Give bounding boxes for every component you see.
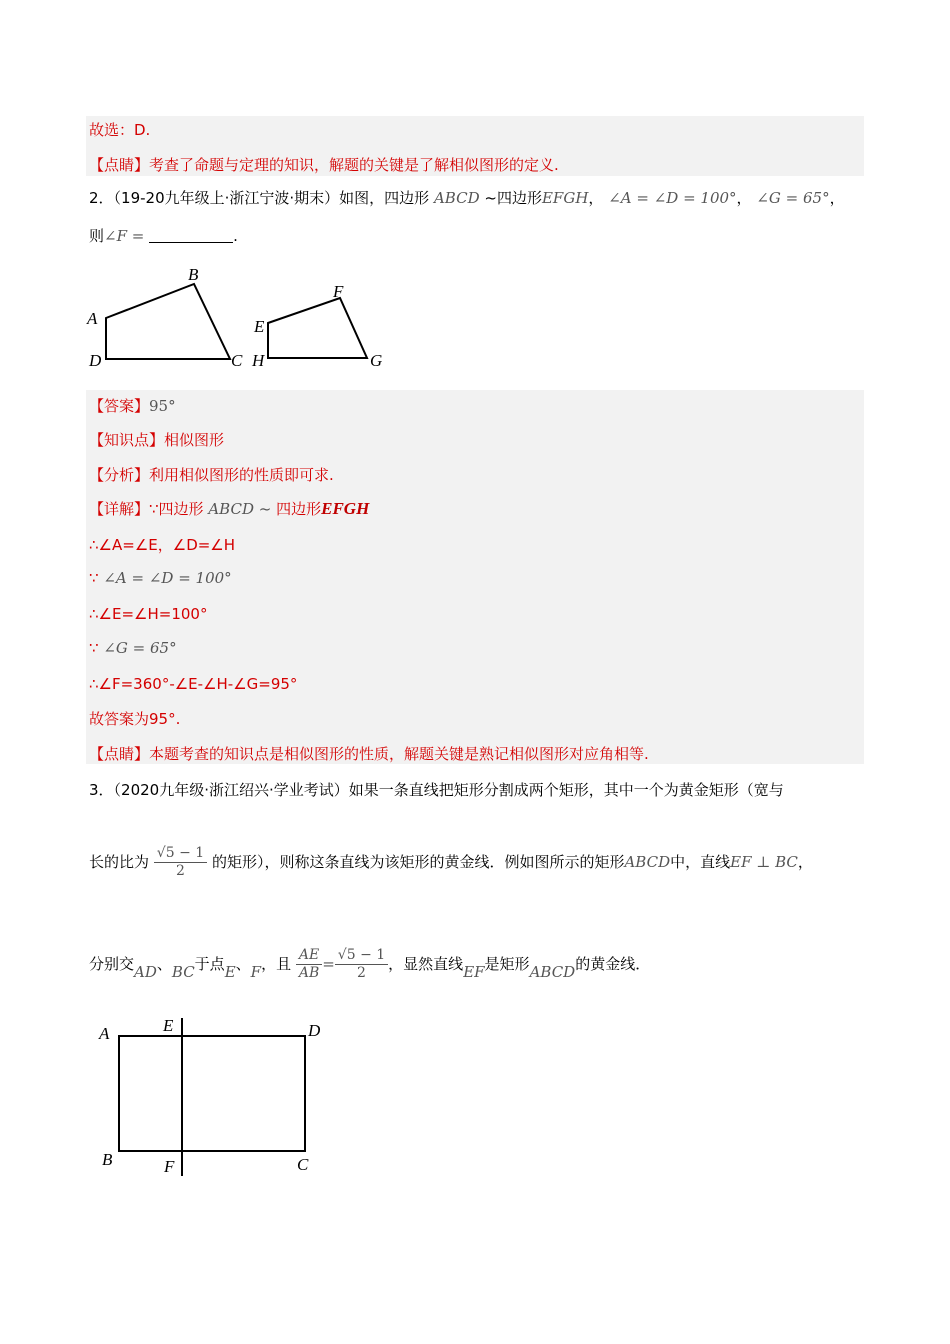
q3-text3-b: 于点 bbox=[194, 955, 225, 973]
step-5-text: ∴∠F=360°-∠E-∠H-∠G=95° bbox=[89, 675, 298, 693]
fraction-denominator: 2 bbox=[176, 863, 185, 879]
detail-sim: ~ bbox=[253, 500, 277, 518]
golden-denominator: 2 bbox=[357, 965, 366, 981]
q3-stem-line-2 bbox=[89, 842, 813, 882]
q3-rect: ABCD bbox=[624, 853, 671, 871]
q2-stem-line-1 bbox=[89, 188, 845, 208]
q2-figure bbox=[80, 262, 400, 377]
golden-ratio-fraction bbox=[154, 845, 207, 880]
answer-blank[interactable] bbox=[149, 228, 233, 243]
comment-text-q2: 本题考查的知识点是相似图形的性质，解题关键是熟记相似图形对应角相等. bbox=[149, 745, 649, 763]
q2-sep1: ， bbox=[588, 189, 604, 207]
q3-source: （2020九年级·浙江绍兴·学业考试） bbox=[113, 781, 349, 799]
comment-tag: 【点睛】 bbox=[89, 156, 150, 174]
answer-tag: 【答案】 bbox=[89, 397, 150, 415]
q2-source: （19-20九年级上·浙江宁波·期末） bbox=[113, 189, 340, 207]
q2-stem-line-2 bbox=[89, 226, 238, 246]
step-5 bbox=[89, 674, 297, 694]
q3-figure bbox=[90, 1010, 340, 1180]
detail-quad2: EFGH bbox=[321, 499, 370, 518]
ratio-denominator: AB bbox=[298, 965, 320, 981]
label-f: F bbox=[333, 282, 344, 301]
q3-text1: 如果一条直线把矩形分割成两个矩形，其中一个为黄金矩形（宽与 bbox=[348, 781, 784, 799]
q3-perp: EF ⊥ BC bbox=[730, 853, 798, 871]
q3-stem-line-1 bbox=[89, 780, 784, 800]
detail-a: ∵四边形 bbox=[149, 500, 204, 518]
detail-quad1: ABCD bbox=[208, 500, 254, 518]
step-3 bbox=[89, 604, 207, 624]
label-d: D bbox=[308, 1021, 321, 1040]
step-1-text: ∴∠A=∠E，∠D=∠H bbox=[89, 536, 236, 554]
analysis-tag: 【分析】 bbox=[89, 466, 150, 484]
label-a: A bbox=[99, 1024, 110, 1043]
choice-text: 故选：D. bbox=[89, 121, 151, 139]
q3-text3-c: ，且 bbox=[261, 955, 292, 973]
detail-b: 四边形 bbox=[276, 500, 322, 518]
golden-numerator: √5 − 1 bbox=[335, 947, 388, 965]
step-4-math: ∠G = 65° bbox=[103, 639, 177, 657]
step-2-math: ∠A = ∠D = 100° bbox=[103, 569, 232, 587]
q3-ef: EF bbox=[463, 963, 485, 981]
q3-text3-e: 是矩形 bbox=[484, 955, 530, 973]
q3-bc: BC bbox=[171, 963, 195, 981]
answer-value: 95° bbox=[149, 397, 176, 415]
golden-fraction-2 bbox=[335, 947, 388, 982]
label-c: C bbox=[231, 351, 243, 370]
q3-ad: AD bbox=[134, 963, 157, 981]
label-d: D bbox=[89, 351, 102, 370]
q2-quad1: ABCD bbox=[433, 189, 480, 207]
fraction-numerator: √5 − 1 bbox=[154, 845, 207, 863]
conclusion-line bbox=[89, 709, 180, 729]
label-f: F bbox=[164, 1157, 175, 1176]
q3-text2-b: 的矩形），则称这条直线为该矩形的黄金线．例如图所示的矩形 bbox=[211, 853, 625, 871]
label-b: B bbox=[188, 265, 199, 284]
label-c: C bbox=[297, 1155, 309, 1174]
q3-comma1: 、 bbox=[156, 955, 172, 973]
comment-line-q1 bbox=[89, 155, 559, 175]
q2-text-a: 如图，四边形 bbox=[339, 189, 430, 207]
label-e: E bbox=[163, 1016, 174, 1035]
comment-text: 考查了命题与定理的知识，解题的关键是了解相似图形的定义. bbox=[149, 156, 559, 174]
q3-point-f: F bbox=[250, 963, 262, 981]
label-b: B bbox=[102, 1150, 113, 1169]
kp-tag: 【知识点】 bbox=[89, 431, 165, 449]
q2-text-b: 四边形 bbox=[496, 189, 542, 207]
kp-text: 相似图形 bbox=[164, 431, 225, 449]
step-4 bbox=[89, 638, 177, 658]
q3-stem-line-3 bbox=[89, 944, 650, 984]
label-a: A bbox=[87, 309, 98, 328]
q3-comma2: 、 bbox=[235, 955, 251, 973]
rectangle-abcd bbox=[119, 1036, 305, 1151]
equals-sign: = bbox=[322, 955, 335, 973]
q2-quad2: EFGH bbox=[541, 189, 589, 207]
conclusion-text: 故答案为95°. bbox=[89, 710, 181, 728]
comment-line-q2 bbox=[89, 744, 649, 764]
step-4-pre: ∵ bbox=[89, 639, 99, 657]
q3-abcd: ABCD bbox=[529, 963, 576, 981]
q3-text3-d: ，显然直线 bbox=[388, 955, 464, 973]
step-2 bbox=[89, 568, 232, 588]
q2-ask: ∠F = bbox=[104, 227, 145, 245]
quadrilateral-efgh bbox=[268, 298, 367, 358]
q2-cond1: ∠A = ∠D = 100° bbox=[608, 189, 737, 207]
quadrilateral-abcd bbox=[106, 284, 230, 359]
ae-ab-fraction bbox=[296, 947, 322, 982]
analysis-line bbox=[89, 465, 334, 485]
choice-line bbox=[89, 120, 150, 140]
detail-tag: 【详解】 bbox=[89, 500, 150, 518]
q2-line2-a: 则 bbox=[89, 227, 105, 245]
step-2-pre: ∵ bbox=[89, 569, 99, 587]
q2-sim: ~ bbox=[484, 189, 497, 207]
label-g: G bbox=[370, 351, 383, 370]
q3-text2-d: ， bbox=[797, 853, 813, 871]
label-h: H bbox=[252, 351, 265, 370]
ratio-numerator: AE bbox=[296, 947, 322, 965]
step-1 bbox=[89, 535, 235, 555]
q3-number: 3． bbox=[89, 781, 114, 799]
q3-point-e: E bbox=[224, 963, 236, 981]
comment-tag-q2: 【点睛】 bbox=[89, 745, 150, 763]
q2-sep3: ， bbox=[829, 189, 845, 207]
q3-text3-a: 分别交 bbox=[89, 955, 135, 973]
q3-text3-f: 的黄金线． bbox=[575, 955, 651, 973]
q2-cond2: ∠G = 65° bbox=[756, 189, 830, 207]
analysis-text: 利用相似图形的性质即可求. bbox=[149, 466, 334, 484]
answer-line bbox=[89, 396, 176, 416]
knowledge-point-line bbox=[89, 430, 224, 450]
q2-line2-end: . bbox=[233, 227, 238, 245]
q2-sep2: ， bbox=[736, 189, 752, 207]
detail-line bbox=[89, 499, 369, 519]
q3-text2-c: 中，直线 bbox=[670, 853, 731, 871]
label-e: E bbox=[254, 317, 265, 336]
step-3-text: ∴∠E=∠H=100° bbox=[89, 605, 208, 623]
q2-number: 2． bbox=[89, 189, 114, 207]
q3-text2-a: 长的比为 bbox=[89, 853, 150, 871]
